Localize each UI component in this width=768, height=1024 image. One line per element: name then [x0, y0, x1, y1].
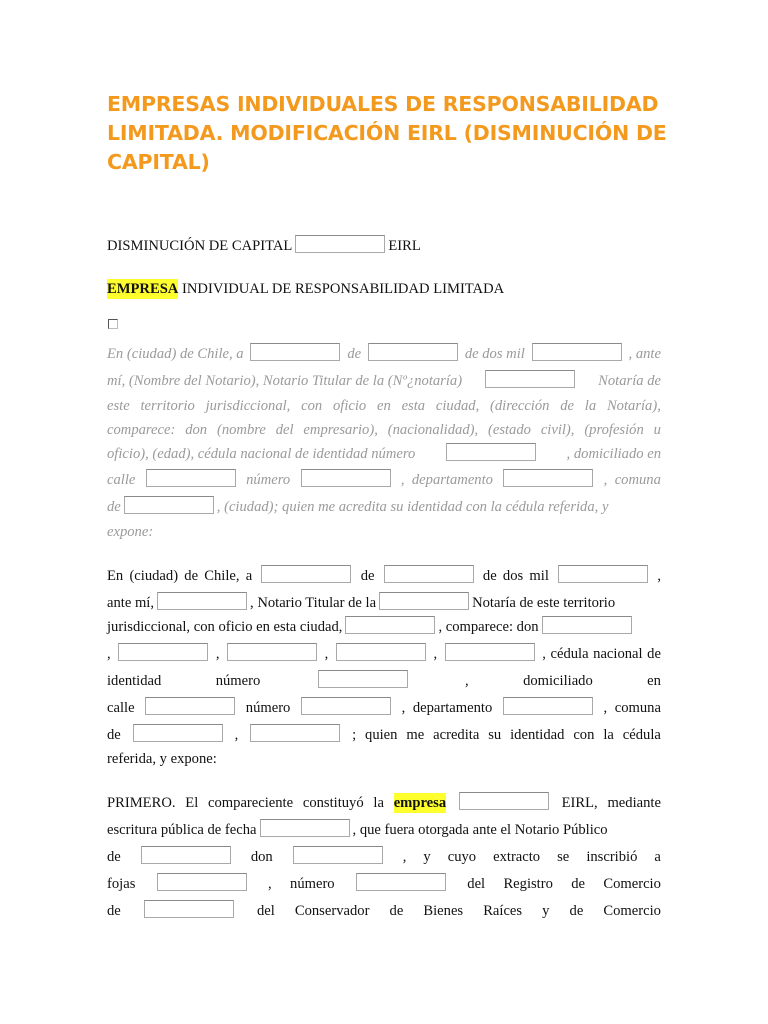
text-segment: El — [185, 795, 199, 811]
p1-line-7 — [107, 719, 661, 745]
text-segment: , — [400, 472, 405, 488]
gray-line-5 — [107, 438, 661, 464]
text-segment: me — [406, 727, 425, 743]
text-segment: número — [215, 673, 261, 689]
text-segment: Raíces — [483, 903, 523, 919]
text-segment: de — [571, 876, 586, 892]
text-segment: , — [603, 700, 608, 716]
text-segment: , — [401, 700, 406, 716]
p2-field-notario-de[interactable] — [141, 846, 231, 864]
text-segment: y — [423, 849, 431, 865]
gray-field-notaria[interactable] — [485, 370, 575, 388]
text-segment: de — [347, 346, 362, 362]
text-segment: ciudad, — [435, 398, 480, 414]
text-segment: (nombre — [216, 422, 266, 438]
text-segment: ante mí, — [107, 595, 155, 611]
text-segment: mil — [529, 568, 549, 584]
text-segment: oficio — [332, 398, 367, 414]
p1-field-notaria[interactable] — [379, 592, 469, 610]
p1-field-nacionalidad[interactable] — [118, 643, 208, 661]
p1-field-year[interactable] — [558, 565, 648, 583]
text-segment: don — [185, 422, 208, 438]
text-segment: este — [107, 398, 130, 414]
text-segment: , — [657, 568, 661, 584]
text-segment: , — [402, 849, 407, 865]
gray-field-month[interactable] — [368, 343, 458, 361]
text-segment: jurisdiccional, con oficio en esta ciudad, — [107, 619, 343, 635]
empresa-highlight: empresa — [393, 795, 447, 811]
text-segment: a — [654, 849, 661, 865]
text-segment: Comercio — [603, 903, 661, 919]
text-segment: número — [245, 700, 291, 716]
text-segment: se — [557, 849, 570, 865]
text-segment: del — [467, 876, 486, 892]
p1-field-ciudad[interactable] — [250, 724, 340, 742]
text-segment: extracto — [493, 849, 541, 865]
text-segment: esta — [401, 398, 426, 414]
text-segment: nacional — [593, 646, 643, 662]
heading-empresa — [107, 273, 661, 299]
text-segment: constituyó — [302, 795, 364, 811]
p1-field-day[interactable] — [261, 565, 351, 583]
p2-field-numero[interactable] — [356, 873, 446, 891]
text-segment: y — [542, 903, 550, 919]
text-segment: la — [373, 795, 384, 811]
text-segment: jurisdiccional, — [205, 398, 291, 414]
p1-line-3 — [107, 611, 661, 637]
text-segment: fojas — [107, 876, 136, 892]
heading-disminucion — [107, 230, 661, 256]
text-segment: de — [560, 398, 575, 414]
gray-field-comuna[interactable] — [124, 496, 214, 514]
text-segment: dos — [502, 568, 524, 584]
p1-field-comuna[interactable] — [133, 724, 223, 742]
text-segment: de — [184, 568, 199, 584]
text-segment: de — [107, 727, 121, 743]
p2-line-4 — [107, 868, 661, 894]
text-segment: PRIMERO. — [107, 795, 176, 811]
p1-field-don[interactable] — [542, 616, 632, 634]
text-segment: su — [488, 727, 502, 743]
text-segment: de — [360, 568, 375, 584]
text-segment: territorio — [140, 398, 195, 414]
text-segment: , — [465, 673, 469, 689]
p1-line-6 — [107, 692, 661, 718]
p1-line-8 — [107, 743, 661, 769]
text-segment: , — [542, 646, 546, 662]
p1-line-1 — [107, 560, 661, 586]
text-segment: , domiciliado en — [566, 446, 661, 462]
text-segment: oficio), (edad), cédula nacional de identidad número — [107, 446, 416, 462]
text-segment: mí, (Nombre del Notario), Notario Titular de la (Nº¿notaría) — [107, 373, 463, 389]
text-segment: del — [256, 903, 275, 919]
text-segment: Chile, — [204, 568, 240, 584]
text-segment: Notaría de este territorio — [472, 595, 616, 611]
text-segment: , comparece: don — [438, 619, 539, 635]
gray-line-2 — [107, 365, 661, 391]
p1-field-month[interactable] — [384, 565, 474, 583]
text-segment: expone: — [107, 524, 154, 540]
text-segment: EIRL, — [561, 795, 598, 811]
p1-line-4 — [107, 638, 661, 664]
text-segment: a — [245, 568, 253, 584]
gray-line-4 — [107, 414, 661, 440]
text-segment: ; — [352, 727, 357, 743]
text-segment: de — [389, 903, 404, 919]
text-segment: , — [324, 646, 329, 662]
text-segment: DISMINUCIÓN DE CAPITAL — [107, 238, 293, 254]
text-segment: cédula — [622, 727, 661, 743]
text-segment: En — [107, 568, 124, 584]
text-segment: , — [107, 646, 111, 662]
text-segment: Notaría), — [606, 398, 661, 414]
text-segment: quien — [365, 727, 398, 743]
text-segment: , ante — [628, 346, 661, 362]
text-segment: , — [433, 646, 438, 662]
text-segment: (profesión — [584, 422, 644, 438]
p1-field-estado-civil[interactable] — [227, 643, 317, 661]
text-segment: comuna — [614, 472, 661, 488]
gray-line-3 — [107, 390, 661, 416]
gray-line-7 — [107, 491, 661, 517]
text-segment: domiciliado — [523, 673, 593, 689]
text-segment: Registro — [503, 876, 553, 892]
text-segment: INDIVIDUAL DE RESPONSABILIDAD LIMITADA — [182, 281, 505, 297]
text-segment: en — [377, 398, 391, 414]
text-segment: , Notario Titular de la — [250, 595, 377, 611]
text-segment: u — [653, 422, 661, 438]
text-segment: (ciudad) — [129, 568, 179, 584]
p1-field-edad[interactable] — [445, 643, 535, 661]
p1-field-numero[interactable] — [301, 697, 391, 715]
text-segment: de — [107, 499, 121, 515]
gray-field-numero[interactable] — [301, 469, 391, 487]
text-segment: EMPRESA — [107, 281, 179, 297]
text-segment: Comercio — [603, 876, 661, 892]
capital-field[interactable] — [295, 235, 385, 253]
p1-line-5 — [107, 665, 661, 691]
p1-field-cedula[interactable] — [318, 670, 408, 688]
p2-line-2 — [107, 814, 661, 840]
text-segment: comuna — [614, 700, 661, 716]
p1-field-profesion[interactable] — [336, 643, 426, 661]
p1-field-direccion[interactable] — [345, 616, 435, 634]
gray-field-calle[interactable] — [146, 469, 236, 487]
text-segment: , — [215, 646, 220, 662]
p1-field-calle[interactable] — [145, 697, 235, 715]
text-segment: , — [603, 472, 608, 488]
text-segment: con — [301, 398, 323, 414]
text-segment: compareciente — [208, 795, 294, 811]
text-segment: de — [107, 849, 121, 865]
p2-field-fojas[interactable] — [157, 873, 247, 891]
text-segment: en — [647, 673, 661, 689]
p1-line-2 — [107, 587, 661, 613]
text-segment: acredita — [433, 727, 480, 743]
text-segment: , — [268, 876, 272, 892]
text-segment: Notaría de — [598, 373, 661, 389]
text-segment: (estado — [487, 422, 531, 438]
gray-field-cedula[interactable] — [446, 443, 536, 461]
text-segment: de — [647, 646, 661, 662]
p2-field-fecha[interactable] — [260, 819, 350, 837]
text-segment: número — [290, 876, 335, 892]
text-segment: mediante — [607, 795, 661, 811]
text-segment: de — [482, 568, 497, 584]
text-segment: inscribió — [586, 849, 638, 865]
text-segment: empresario), — [303, 422, 378, 438]
gray-line-1 — [107, 338, 661, 364]
text-segment: don — [250, 849, 273, 865]
gray-line-8 — [107, 516, 661, 542]
text-segment: número — [246, 472, 291, 488]
text-segment: la — [584, 398, 597, 414]
text-segment: cuyo — [447, 849, 477, 865]
text-segment: del — [275, 422, 294, 438]
text-segment: En (ciudad) de Chile, a — [107, 346, 244, 362]
gray-field-departamento[interactable] — [503, 469, 593, 487]
document-title: EMPRESAS INDIVIDUALES DE RESPONSABILIDAD LIMITADA. MODIFICACIÓN EIRL (DISMINUCIÓN DE CAPITAL) — [107, 92, 667, 174]
text-segment: departamento — [412, 700, 493, 716]
text-segment: , — [234, 727, 239, 743]
gray-field-day[interactable] — [250, 343, 340, 361]
gray-field-year[interactable] — [532, 343, 622, 361]
text-segment: la — [603, 727, 614, 743]
gray-line-6 — [107, 464, 661, 490]
text-segment: Bienes — [423, 903, 464, 919]
text-segment: comparece: — [107, 422, 176, 438]
text-segment: (dirección — [490, 398, 550, 414]
p2-field-ano[interactable] — [144, 900, 234, 918]
text-segment: civil), — [540, 422, 575, 438]
text-segment: , (ciudad); quien me acredita su identidad con la cédula referida, y — [216, 499, 609, 515]
text-segment: , que fuera otorgada ante el Notario Público — [352, 822, 608, 838]
text-segment: referida, y expone: — [107, 751, 217, 767]
p1-field-departamento[interactable] — [503, 697, 593, 715]
text-segment: (nacionalidad), — [387, 422, 479, 438]
p2-line-3 — [107, 841, 661, 867]
text-segment: EIRL — [388, 238, 421, 254]
text-segment: Conservador — [294, 903, 370, 919]
text-segment: escritura pública de fecha — [107, 822, 257, 838]
text-segment: cédula — [550, 646, 589, 662]
p2-field-notario-don[interactable] — [293, 846, 383, 864]
p1-field-notario[interactable] — [157, 592, 247, 610]
text-segment: identidad — [510, 727, 565, 743]
p2-line-1 — [107, 787, 661, 813]
checkbox[interactable] — [108, 319, 118, 329]
text-segment: de — [569, 903, 584, 919]
text-segment: de dos mil — [464, 346, 525, 362]
text-segment: calle — [107, 700, 135, 716]
text-segment: de — [107, 903, 121, 919]
text-segment: calle — [107, 472, 136, 488]
p2-line-5 — [107, 895, 661, 921]
text-segment: con — [573, 727, 595, 743]
text-segment: identidad — [107, 673, 162, 689]
text-segment: departamento — [411, 472, 493, 488]
p2-field-empresa[interactable] — [459, 792, 549, 810]
